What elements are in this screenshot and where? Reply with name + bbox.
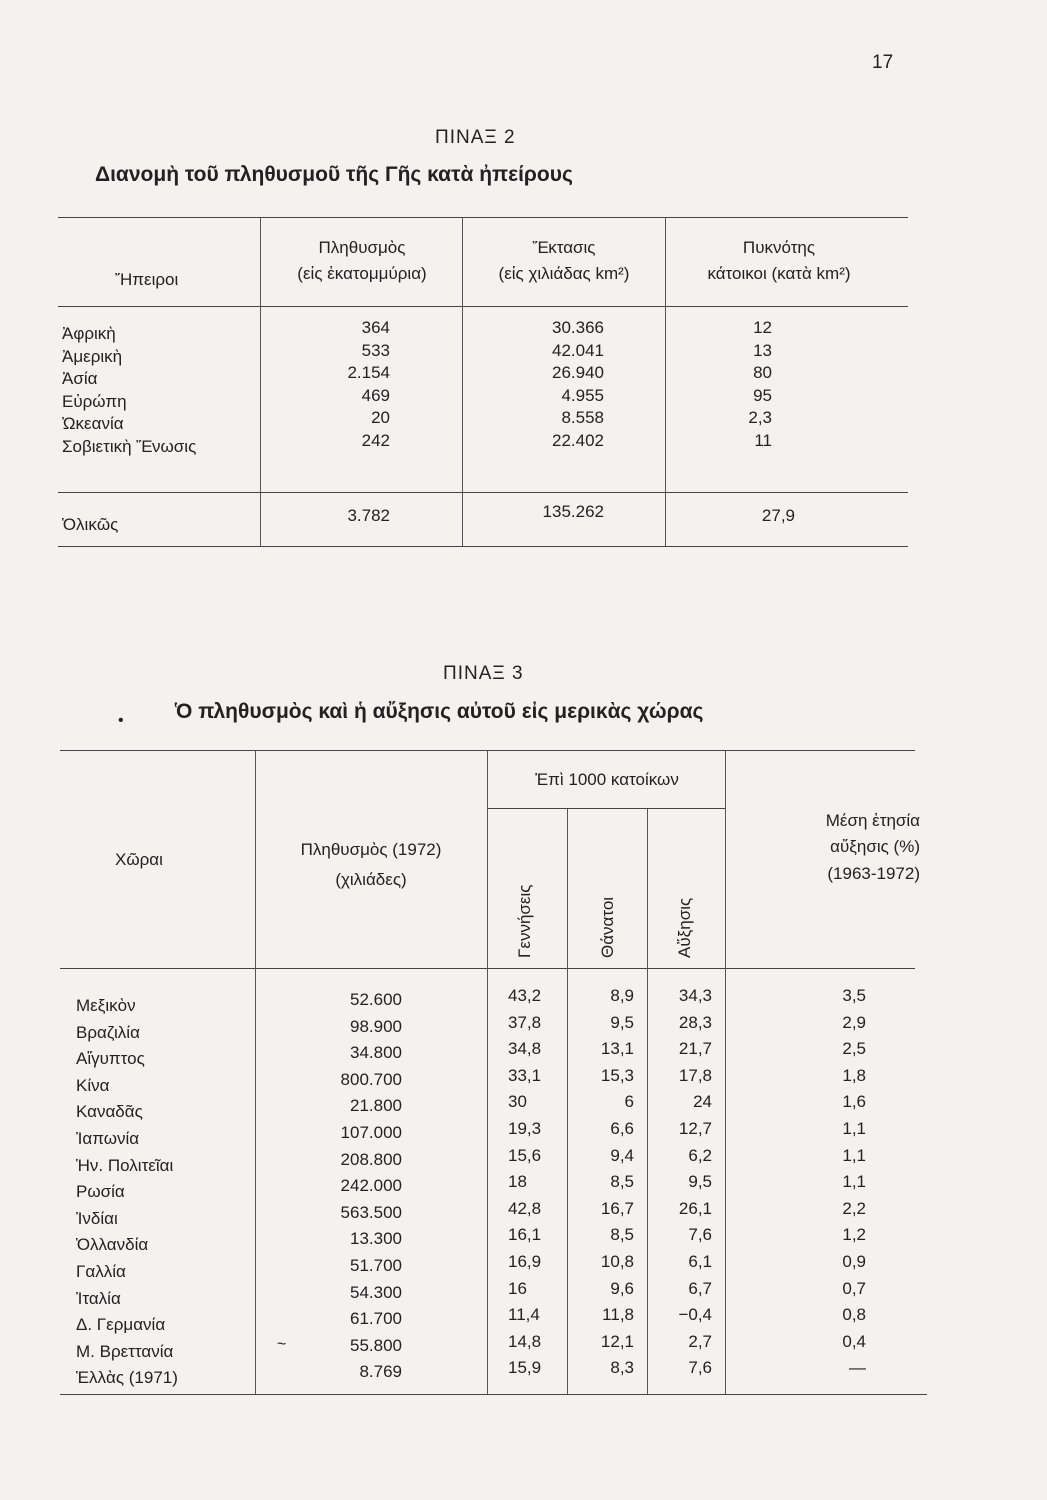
country-increase: 2,7 xyxy=(688,1331,712,1351)
country-births: 33,1 xyxy=(508,1065,542,1085)
country-deaths: 11,8 xyxy=(602,1305,634,1325)
country-population: 21.800 xyxy=(350,1096,402,1116)
country-name: Βραζιλία xyxy=(76,1022,140,1042)
country-births: 16 xyxy=(508,1278,527,1298)
country-deaths: 9,5 xyxy=(610,1012,634,1032)
continent-population: 469 xyxy=(361,385,390,405)
country-increase: 6,7 xyxy=(688,1278,712,1298)
table2-header-continents: Ἤπειροι xyxy=(115,270,179,289)
table2-total-label: Ὁλικῶς xyxy=(62,515,119,534)
continent-density: 13 xyxy=(753,340,772,360)
stray-mark: • xyxy=(118,712,124,729)
table2-caption: ΠΙΝΑΞ 2 xyxy=(435,127,516,148)
country-increase: 28,3 xyxy=(678,1012,712,1032)
country-increase: −0,4 xyxy=(678,1305,712,1325)
continent-name: Ἀσία xyxy=(62,369,98,388)
country-population: 55.800 xyxy=(350,1335,402,1355)
continent-population: 2.154 xyxy=(347,363,390,382)
country-population: 98.900 xyxy=(350,1016,402,1036)
country-growth: 0,4 xyxy=(842,1331,866,1351)
table2-header-density-unit: κάτοικοι (κατὰ km²) xyxy=(707,264,851,283)
country-name: Αἴγυπτος xyxy=(76,1049,145,1069)
country-name: Δ. Γερμανία xyxy=(76,1315,166,1335)
table2-header-rule xyxy=(58,306,908,307)
country-name: Ρωσία xyxy=(76,1182,125,1202)
table3-header-growth-period: (1963-1972) xyxy=(827,864,920,883)
country-name: Κίνα xyxy=(76,1075,110,1095)
country-growth: 2,5 xyxy=(842,1039,866,1059)
continent-population: 242 xyxy=(361,430,390,450)
country-increase: 24 xyxy=(693,1092,712,1112)
country-population: 107.000 xyxy=(340,1123,402,1142)
country-population: 242.000 xyxy=(340,1176,402,1196)
table2-header-area-unit: (εἰς χιλιάδας km²) xyxy=(498,264,630,283)
country-increase: 12,7 xyxy=(678,1119,712,1138)
country-name: Μεξικὸν xyxy=(76,996,136,1015)
table3-header-population: Πληθυσμὸς (1972) xyxy=(300,840,442,859)
table3-header-growth-unit: αὔξησις (%) xyxy=(830,837,920,856)
country-growth: 2,2 xyxy=(842,1198,866,1218)
country-increase: 6,1 xyxy=(688,1252,712,1271)
country-deaths: 8,5 xyxy=(610,1172,634,1192)
table2-total-population: 3.782 xyxy=(347,506,390,525)
continent-name: Ὠκεανία xyxy=(62,414,124,433)
page-number: 17 xyxy=(872,52,894,73)
country-population: 563.500 xyxy=(340,1202,402,1222)
country-births: 15,9 xyxy=(508,1358,542,1378)
table3-subheader-rule xyxy=(487,808,725,809)
country-births: 43,2 xyxy=(508,986,542,1005)
continent-name: Ἀμερικὴ xyxy=(62,346,123,366)
country-increase: 6,2 xyxy=(688,1145,712,1165)
country-name: Ἡν. Πολιτεῖαι xyxy=(76,1155,174,1175)
country-births: 37,8 xyxy=(508,1012,542,1032)
country-growth: 1,2 xyxy=(842,1225,866,1245)
country-increase: 26,1 xyxy=(678,1198,712,1218)
country-increase: 21,7 xyxy=(678,1039,712,1059)
continent-population: 20 xyxy=(371,408,390,427)
country-population: 13.300 xyxy=(350,1229,402,1249)
continent-density: 12 xyxy=(753,318,772,337)
country-deaths: 13,1 xyxy=(600,1039,634,1059)
table2-header-density: Πυκνότης xyxy=(742,238,816,257)
country-deaths: 16,7 xyxy=(600,1198,634,1218)
country-deaths: 8,9 xyxy=(610,986,634,1005)
table2-title: Διανομὴ τοῦ πληθυσμοῦ τῆς Γῆς κατὰ ἠπείρους xyxy=(95,163,573,186)
country-population: 51.700 xyxy=(350,1256,402,1275)
continent-area: 4.955 xyxy=(561,385,604,405)
table3-caption: ΠΙΝΑΞ 3 xyxy=(443,663,524,684)
table3-col-divider xyxy=(255,751,256,1394)
country-births: 42,8 xyxy=(508,1198,542,1218)
country-growth: 0,9 xyxy=(842,1252,866,1271)
country-name: Καναδᾶς xyxy=(76,1102,143,1122)
continent-density: 80 xyxy=(753,363,772,382)
table3-col-divider xyxy=(647,809,648,1394)
country-name: Γαλλία xyxy=(76,1262,126,1281)
country-deaths: 15,3 xyxy=(600,1065,634,1085)
table3-header-deaths: Θάνατοι xyxy=(598,896,617,958)
country-growth: 0,7 xyxy=(842,1278,866,1298)
country-growth: 3,5 xyxy=(842,986,866,1005)
country-growth: 1,1 xyxy=(842,1172,866,1192)
table3-bottom-rule xyxy=(60,1394,927,1395)
country-births: 19,3 xyxy=(508,1119,542,1138)
table3-header-countries: Χῶραι xyxy=(115,850,163,869)
country-deaths: 8,3 xyxy=(610,1358,634,1378)
table3-header-births: Γεννήσεις xyxy=(515,884,534,958)
continent-area: 8.558 xyxy=(561,408,604,427)
country-name: Μ. Βρεττανία xyxy=(76,1341,174,1361)
table2-header-population-unit: (εἰς ἑκατομμύρια) xyxy=(297,264,427,283)
table3-header-per1000: Ἐπὶ 1000 κατοίκων xyxy=(535,770,679,789)
country-deaths: 6,6 xyxy=(610,1119,634,1138)
continent-area: 30.366 xyxy=(552,318,604,337)
country-increase: 7,6 xyxy=(688,1358,712,1378)
country-name: Ἑλλὰς (1971) xyxy=(76,1368,178,1388)
continent-density: 95 xyxy=(753,385,772,405)
country-population: 208.800 xyxy=(340,1149,402,1169)
country-births: 14,8 xyxy=(508,1331,542,1351)
country-births: 15,6 xyxy=(508,1145,542,1165)
table2-bottom-rule xyxy=(58,546,908,547)
continent-area: 42.041 xyxy=(552,340,604,360)
country-population: 8.769 xyxy=(359,1362,402,1382)
continent-name: Ἀφρικὴ xyxy=(62,324,116,343)
continent-density: 11 xyxy=(754,430,772,450)
table2-total-rule xyxy=(58,492,908,493)
country-births: 16,9 xyxy=(508,1252,542,1271)
table3-header-population-unit: (χιλιάδες) xyxy=(335,870,407,889)
table3-col-divider xyxy=(725,751,726,1394)
country-name: Ἰνδίαι xyxy=(76,1208,118,1228)
continent-name: Εὐρώπη xyxy=(62,391,127,411)
table3-col-divider xyxy=(567,809,568,1394)
country-increase: 34,3 xyxy=(678,986,712,1005)
table2-header-population: Πληθυσμὸς xyxy=(318,238,406,257)
country-increase: 7,6 xyxy=(688,1225,712,1245)
continent-population: 533 xyxy=(361,340,390,360)
continent-population: 364 xyxy=(361,318,390,337)
country-population: 34.800 xyxy=(350,1043,402,1063)
country-name: Ἰαπωνία xyxy=(76,1129,140,1148)
country-growth: 2,9 xyxy=(842,1012,866,1032)
country-growth: 1,6 xyxy=(842,1092,866,1112)
continent-area: 26.940 xyxy=(552,363,604,382)
country-deaths: 9,4 xyxy=(610,1145,634,1165)
table2-total-density: 27,9 xyxy=(761,506,795,525)
country-population: 54.300 xyxy=(350,1282,402,1302)
table3-header-increase: Αὔξησις xyxy=(675,897,694,958)
country-deaths: 9,6 xyxy=(610,1278,634,1298)
country-births: 34,8 xyxy=(508,1039,542,1059)
country-births: 16,1 xyxy=(508,1225,542,1245)
country-deaths: 8,5 xyxy=(610,1225,634,1245)
continent-area: 22.402 xyxy=(552,430,604,450)
country-growth: 1,8 xyxy=(842,1065,866,1085)
country-increase: 9,5 xyxy=(688,1172,712,1192)
country-population: 61.700 xyxy=(350,1309,402,1329)
country-births: 11,4 xyxy=(508,1305,540,1325)
country-growth: 1,1 xyxy=(842,1145,866,1165)
continent-name: Σοβιετικὴ Ἕνωσις xyxy=(62,436,197,456)
country-births: 18 xyxy=(508,1172,527,1192)
country-name: Ἰταλία xyxy=(76,1288,121,1308)
continent-density: 2,3 xyxy=(748,408,772,427)
table3-title: Ὁ πληθυσμὸς καὶ ἡ αὔξησις αὐτοῦ εἰς μερικὰς χώρας xyxy=(175,700,704,723)
country-population: 52.600 xyxy=(350,990,402,1009)
country-name: Ὁλλανδία xyxy=(76,1235,149,1255)
table2-total-area: 135.262 xyxy=(542,502,604,521)
country-deaths: 6 xyxy=(624,1092,634,1112)
stray-mark: ~ xyxy=(277,1336,287,1353)
table2-header-area: Ἔκτασις xyxy=(532,238,596,257)
country-deaths: 10,8 xyxy=(600,1252,634,1271)
country-births: 30 xyxy=(508,1092,527,1112)
country-increase: 17,8 xyxy=(678,1065,712,1085)
country-deaths: 12,1 xyxy=(600,1331,634,1351)
country-growth: 0,8 xyxy=(842,1305,866,1325)
country-growth: 1,1 xyxy=(842,1119,866,1138)
country-population: 800.700 xyxy=(340,1069,402,1089)
table2-top-rule xyxy=(58,217,908,218)
table3-header-growth: Μέση ἐτησία xyxy=(825,811,920,830)
country-growth: — xyxy=(849,1358,866,1378)
table3-col-divider xyxy=(487,751,488,1394)
